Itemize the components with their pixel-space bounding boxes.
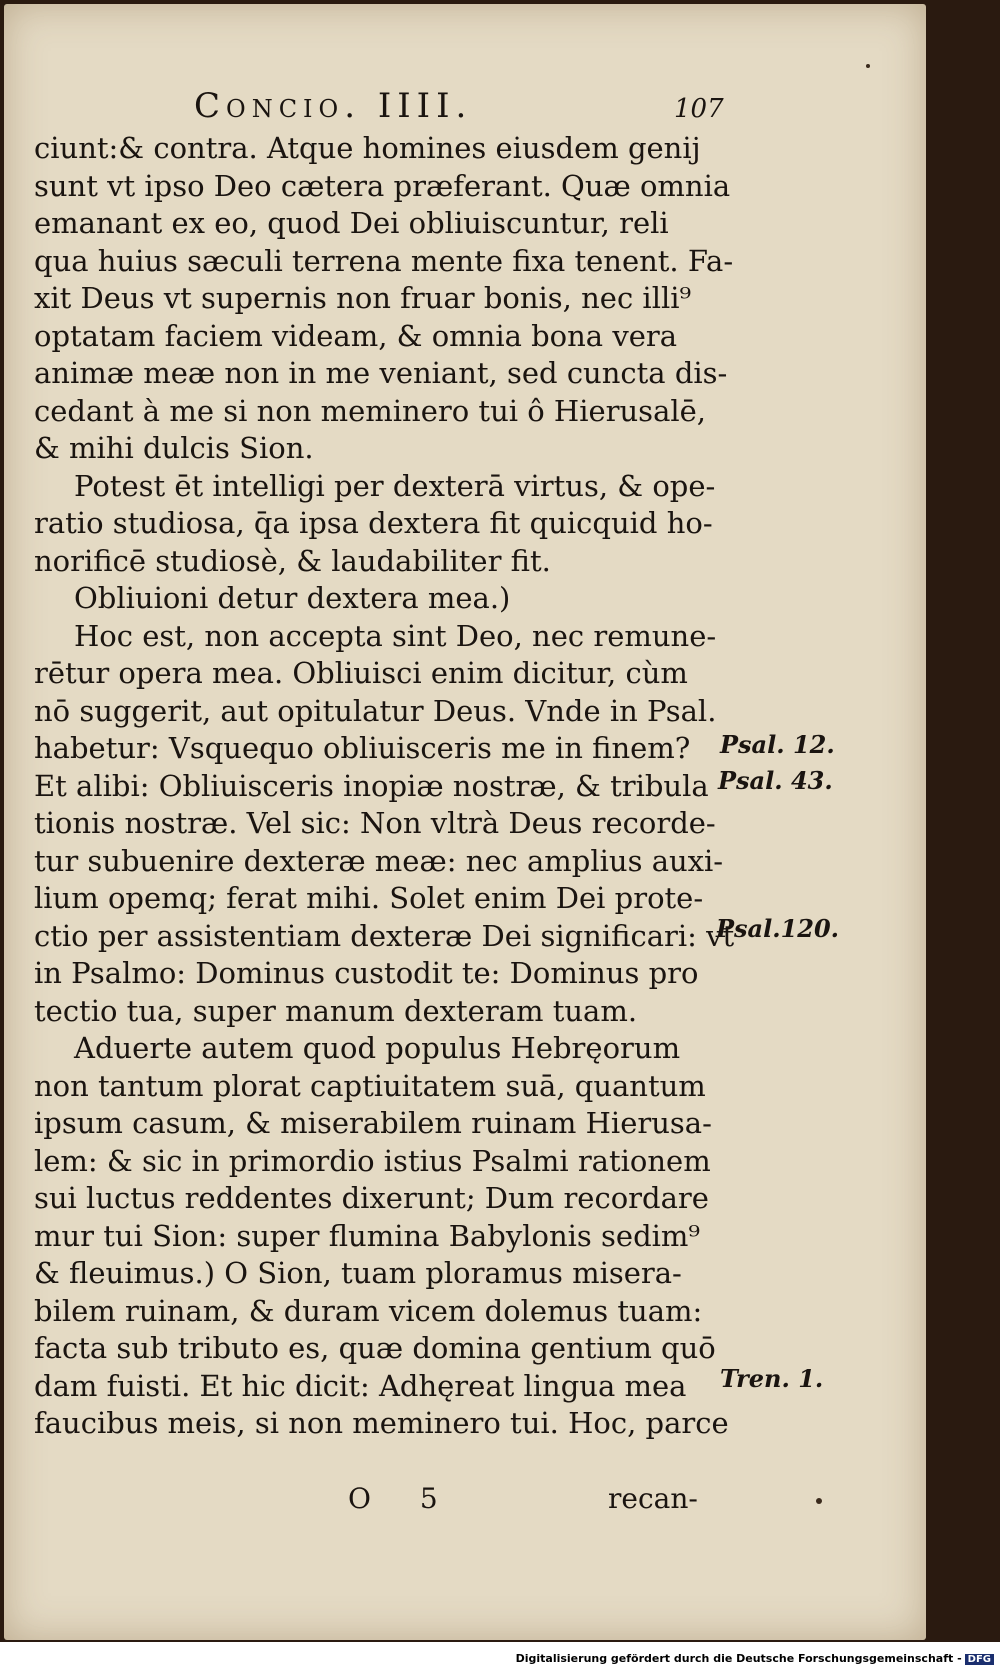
text-line: tur subuenire dexteræ meæ: nec amplius auxi- <box>34 843 724 878</box>
text-line: qua huius sæculi terrena mente fixa tenent. Fa- <box>34 243 734 278</box>
text-line: Et alibi: Obliuisceris inopiæ nostræ, & tribula <box>34 768 709 803</box>
text-line: habetur: Vsquequo obliuisceris me in finem? <box>34 731 691 765</box>
text-line: in Psalmo: Dominus custodit te: Dominus pro <box>34 956 699 990</box>
text-line: Hoc est, non accepta sint Deo, nec remune- <box>74 618 717 653</box>
catchword: recan- <box>608 1482 698 1515</box>
text-line: ctio per assistentiam dexteræ Dei significari: vt <box>34 918 735 953</box>
text-line: ipsum casum, & miserabilem ruinam Hierusa- <box>34 1106 712 1140</box>
ink-speck <box>866 64 870 68</box>
text-line: optatam faciem videam, & omnia bona vera <box>34 318 678 353</box>
text-line: tionis nostræ. Vel sic: Non vltrà Deus recorde- <box>34 806 716 840</box>
dfg-logo: DFG <box>965 1654 994 1665</box>
marginal-note-psal43: Psal. 43. <box>718 766 833 795</box>
text-line: cedant à me si non meminero tui ô Hierusalē, <box>34 393 707 428</box>
main-text <box>34 130 735 1443</box>
page-number: 107 <box>674 94 724 124</box>
text-line: Aduerte autem quod populus Hebręorum <box>74 1031 681 1065</box>
text-line: tectio tua, super manum dexteram tuam. <box>34 993 638 1028</box>
text-line: bilem ruinam, & duram vicem dolemus tuam: <box>34 1293 703 1328</box>
text-line: rētur opera mea. Obliuisci enim dicitur, cùm <box>34 656 688 690</box>
ink-speck <box>816 1498 822 1504</box>
text-line: norificē studiosè, & laudabiliter fit. <box>34 543 551 578</box>
marginal-note-psal120: Psal.120. <box>716 914 840 943</box>
signature-mark: O 5 <box>348 1482 458 1515</box>
text-line: sunt vt ipso Deo cætera præferant. Quæ omnia <box>34 168 731 203</box>
credit-text: Digitalisierung gefördert durch die Deutsche Forschungsgemeinschaft - <box>515 1652 962 1665</box>
text-line: mur tui Sion: super flumina Babylonis sedim⁹ <box>34 1218 701 1253</box>
text-line: nō suggerit, aut opitulatur Deus. Vnde in Psal. <box>34 693 717 728</box>
text-line: faucibus meis, si non meminero tui. Hoc, parce <box>34 1406 729 1440</box>
text-line: non tantum plorat captiuitatem suā, quantum <box>34 1068 706 1103</box>
text-line: & mihi dulcis Sion. <box>34 431 314 465</box>
text-line: facta sub tributo es, quæ domina gentium quō <box>34 1331 716 1365</box>
text-line: emanant ex eo, quod Dei obliuiscuntur, reli <box>34 206 669 240</box>
text-line: lem: & sic in primordio istius Psalmi rationem <box>34 1143 711 1178</box>
text-line: ciunt:& contra. Atque homines eiusdem genij <box>34 131 701 165</box>
page-header <box>4 86 926 132</box>
running-head: Concio. IIII. <box>194 86 473 126</box>
text-line: lium opemq; ferat mihi. Solet enim Dei prote- <box>34 881 704 915</box>
book-page <box>4 4 926 1640</box>
text-line: Potest ēt intelligi per dexterā virtus, & ope- <box>74 468 716 503</box>
marginal-note-tren1: Tren. 1. <box>720 1364 824 1393</box>
text-line: & fleuimus.) O Sion, tuam ploramus misera- <box>34 1256 682 1290</box>
text-line: sui luctus reddentes dixerunt; Dum recordare <box>34 1181 709 1215</box>
text-line: dam fuisti. Et hic dicit: Adhęreat lingua mea <box>34 1368 687 1403</box>
text-line: animæ meæ non in me veniant, sed cuncta dis- <box>34 356 728 390</box>
text-line: xit Deus vt supernis non fruar bonis, nec illi⁹ <box>34 281 692 315</box>
text-line: ratio studiosa, q̄a ipsa dextera fit quicquid ho- <box>34 506 713 540</box>
lemma-line: Obliuioni detur dextera mea.) <box>74 581 511 615</box>
marginal-note-psal12: Psal. 12. <box>720 730 835 759</box>
digitization-credit <box>516 1652 994 1665</box>
